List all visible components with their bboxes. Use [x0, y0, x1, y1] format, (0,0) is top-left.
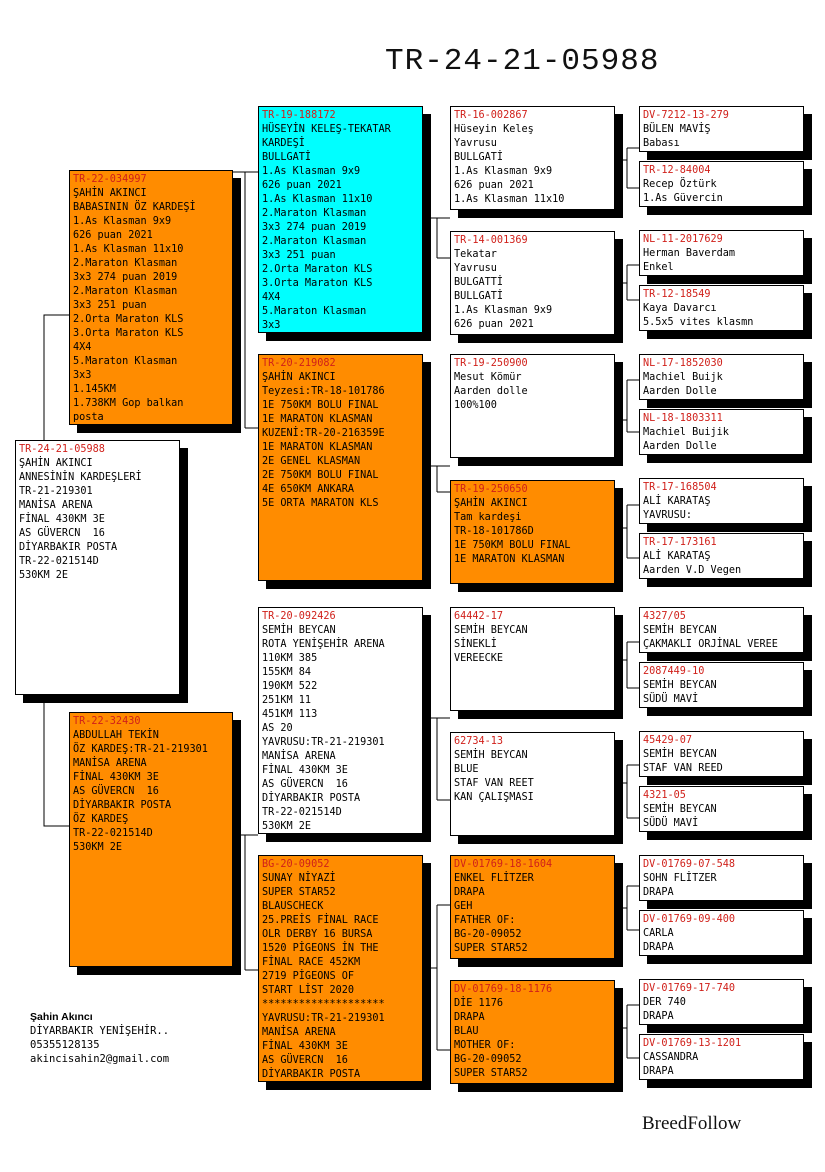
card-line: 100%100: [454, 400, 497, 411]
pedigree-card-dam-sire[interactable]: [258, 607, 423, 834]
card-line: 626 puan 2021: [454, 319, 534, 330]
card-line: BLAU: [454, 1026, 479, 1037]
ring-id: TR-12-84004: [643, 165, 711, 176]
card-line: Aarden V.D Vegen: [643, 565, 742, 576]
ring-id: BG-20-09052: [262, 859, 330, 870]
card-line: SUPER STAR52: [454, 1068, 528, 1079]
card-line: ÇAKMAKLI ORJİNAL VEREE: [643, 639, 778, 650]
card-line: 3x3 274 puan 2019: [262, 222, 367, 233]
card-line: MANİSA ARENA: [73, 758, 147, 769]
pedigree-card-sire-sire[interactable]: [258, 106, 423, 333]
card-line: SÜDÜ MAVİ: [643, 818, 699, 829]
pedigree-card-main[interactable]: [15, 440, 180, 695]
pedigree-title: TR-24-21-05988: [385, 44, 660, 79]
pedigree-card-gen5-7[interactable]: [639, 478, 804, 524]
card-line: BLAUSCHECK: [262, 901, 324, 912]
card-line: Machiel Buijk: [643, 372, 723, 383]
card-line: SOHN FLİTZER: [643, 873, 717, 884]
card-line: ÖZ KARDEŞ: [73, 814, 129, 825]
card-line: 4X4: [73, 342, 92, 353]
card-line: BÜLEN MAVİŞ: [643, 124, 711, 135]
ring-id: DV-01769-18-1176: [454, 984, 553, 995]
card-line: SUPER STAR52: [454, 943, 528, 954]
pedigree-card-gen5-9[interactable]: [639, 607, 804, 653]
card-line: DRAPA: [643, 1066, 674, 1077]
card-line: ŞAHİN AKINCI: [262, 372, 336, 383]
card-line: 1.As Klasman 9x9: [454, 166, 553, 177]
brand-logo-text: BreedFollow: [642, 1113, 742, 1134]
card-line: 2.Maraton Klasman: [262, 236, 367, 247]
card-line: DİE 1176: [454, 998, 504, 1009]
card-line: 25.PREİS FİNAL RACE: [262, 915, 379, 926]
card-line: SİNEKLİ: [454, 639, 497, 650]
pedigree-card-gen5-10[interactable]: [639, 662, 804, 708]
card-line: 1.145KM: [73, 384, 116, 395]
card-line: SEMİH BEYCAN: [454, 750, 528, 761]
ring-id: 64442-17: [454, 611, 504, 622]
pedigree-card-gen5-14[interactable]: [639, 910, 804, 956]
card-line: SEMİH BEYCAN: [262, 625, 336, 636]
ring-id: TR-20-092426: [262, 611, 336, 622]
card-line: FİNAL 430KM 3E: [262, 1041, 348, 1052]
card-line: 3x3 251 puan: [262, 250, 336, 261]
card-line: 2E GENEL KLASMAN: [262, 456, 361, 467]
card-line: Tekatar: [454, 249, 497, 260]
ring-id: DV-01769-07-548: [643, 859, 736, 870]
pedigree-card-gen5-16[interactable]: [639, 1034, 804, 1080]
card-line: YAVRUSU:: [643, 510, 693, 521]
ring-id: TR-14-001369: [454, 235, 528, 246]
pedigree-card-gen4-5[interactable]: [450, 607, 615, 711]
card-line: ********************: [262, 999, 385, 1010]
card-line: FATHER OF:: [454, 915, 516, 926]
card-line: CASSANDRA: [643, 1052, 699, 1063]
owner-phone: 05355128135: [30, 1039, 100, 1051]
card-line: 190KM 522: [262, 681, 318, 692]
pedigree-card-gen5-6[interactable]: [639, 409, 804, 455]
card-line: SEMİH BEYCAN: [454, 625, 528, 636]
card-line: BG-20-09052: [454, 929, 522, 940]
card-line: 4E 650KM ANKARA: [262, 484, 355, 495]
pedigree-card-gen5-3[interactable]: [639, 230, 804, 276]
card-line: ROTA YENİŞEHİR ARENA: [262, 639, 385, 650]
card-line: 251KM 11: [262, 695, 312, 706]
card-line: 2.Orta Maraton KLS: [73, 314, 184, 325]
card-line: 5E ORTA MARATON KLS: [262, 498, 379, 509]
card-line: 1.As Klasman 9x9: [454, 305, 553, 316]
pedigree-card-gen5-2[interactable]: [639, 161, 804, 207]
card-line: FİNAL RACE 452KM: [262, 957, 361, 968]
card-line: 1.As Klasman 11x10: [262, 194, 373, 205]
card-line: Yavrusu: [454, 138, 497, 149]
card-line: ALİ KARATAŞ: [643, 551, 711, 562]
pedigree-card-gen5-4[interactable]: [639, 285, 804, 331]
card-line: BULLGATİ: [262, 152, 312, 163]
pedigree-card-gen5-5[interactable]: [639, 354, 804, 400]
card-line: MOTHER OF:: [454, 1040, 516, 1051]
card-line: Herman Baverdam: [643, 248, 736, 259]
card-line: TR-22-021514D: [73, 828, 153, 839]
ring-id: NL-18-1803311: [643, 413, 723, 424]
card-line: START LİST 2020: [262, 985, 355, 996]
pedigree-card-dam-dam[interactable]: [258, 855, 423, 1082]
card-line: YAVRUSU:TR-21-219301: [262, 1013, 385, 1024]
ring-id: 45429-07: [643, 735, 693, 746]
card-line: Aarden Dolle: [643, 441, 717, 452]
pedigree-card-gen5-15[interactable]: [639, 979, 804, 1025]
card-line: 1.As Klasman 9x9: [73, 216, 172, 227]
card-line: TR-22-021514D: [19, 556, 99, 567]
card-line: DİYARBAKIR POSTA: [73, 800, 172, 811]
card-line: ŞAHİN AKINCI: [454, 498, 528, 509]
card-line: 1E MARATON KLASMAN: [262, 414, 373, 425]
card-line: 1.As Klasman 11x10: [454, 194, 565, 205]
card-line: 3x3 251 puan: [73, 300, 147, 311]
card-line: Babası: [643, 138, 680, 149]
card-line: Mesut Kömür: [454, 372, 522, 383]
card-line: MANİSA ARENA: [262, 1027, 336, 1038]
card-line: 626 puan 2021: [454, 180, 534, 191]
card-line: ALİ KARATAŞ: [643, 496, 711, 507]
card-line: 2.Orta Maraton KLS: [262, 264, 373, 275]
card-line: 4X4: [262, 292, 281, 303]
card-line: 5.Maraton Klasman: [262, 306, 367, 317]
ring-id: NL-17-1852030: [643, 358, 723, 369]
card-line: BULGATTİ: [454, 277, 504, 288]
card-line: 451KM 113: [262, 709, 318, 720]
pedigree-card-gen4-4[interactable]: [450, 480, 615, 584]
ring-id: TR-17-168504: [643, 482, 717, 493]
ring-id: TR-19-250900: [454, 358, 528, 369]
card-line: 3.Orta Maraton KLS: [73, 328, 184, 339]
card-line: AS GÜVERCN 16: [262, 779, 348, 790]
card-line: TR-22-021514D: [262, 807, 342, 818]
card-line: Aarden dolle: [454, 386, 528, 397]
card-line: 1.As Güvercin: [643, 193, 723, 204]
pedigree-card-gen5-1[interactable]: [639, 106, 804, 152]
owner-contact-block: [30, 1010, 169, 1066]
pedigree-card-sire-dam[interactable]: [258, 354, 423, 581]
ring-id: DV-7212-13-279: [643, 110, 729, 121]
card-line: KUZENİ:TR-20-216359E: [262, 428, 385, 439]
card-line: SÜDÜ MAVİ: [643, 694, 699, 705]
pedigree-card-gen5-11[interactable]: [639, 731, 804, 777]
card-line: 2.Maraton Klasman: [262, 208, 367, 219]
ring-id: TR-19-250650: [454, 484, 528, 495]
card-line: ÖZ KARDEŞ:TR-21-219301: [73, 744, 208, 755]
ring-id: DV-01769-17-740: [643, 983, 736, 994]
card-line: 5.5x5 vites klasmn: [643, 317, 754, 328]
card-line: AS GÜVERCN 16: [262, 1055, 348, 1066]
card-line: 1E MARATON KLASMAN: [454, 554, 565, 565]
owner-name: Şahin Akıncı: [30, 1011, 93, 1023]
pedigree-card-gen5-8[interactable]: [639, 533, 804, 579]
card-line: 3x3: [73, 370, 92, 381]
card-line: Yavrusu: [454, 263, 497, 274]
pedigree-card-gen5-12[interactable]: [639, 786, 804, 832]
card-line: 530KM 2E: [19, 570, 69, 581]
card-line: STAF VAN REED: [643, 763, 723, 774]
card-line: ENKEL FLİTZER: [454, 873, 534, 884]
card-line: DRAPA: [643, 942, 674, 953]
card-line: 1E 750KM BOLU FINAL: [454, 540, 571, 551]
card-line: posta: [73, 412, 104, 423]
owner-email[interactable]: akincisahin2@gmail.com: [30, 1053, 170, 1065]
card-line: BLUE: [454, 764, 479, 775]
pedigree-card-gen5-13[interactable]: [639, 855, 804, 901]
ring-id: TR-12-18549: [643, 289, 711, 300]
card-line: Recep Öztürk: [643, 179, 717, 190]
card-line: ABDULLAH TEKİN: [73, 730, 159, 741]
card-line: 626 puan 2021: [262, 180, 342, 191]
card-line: Hüseyin Keleş: [454, 124, 534, 135]
ring-id: NL-11-2017629: [643, 234, 723, 245]
card-line: ŞAHİN AKINCI: [19, 458, 93, 469]
card-line: 1E 750KM BOLU FINAL: [262, 400, 379, 411]
card-line: 2.Maraton Klasman: [73, 286, 178, 297]
card-line: TR-21-219301: [19, 486, 93, 497]
card-line: Kaya Davarcı: [643, 303, 717, 314]
card-line: ŞAHİN AKINCI: [73, 188, 147, 199]
owner-location: DİYARBAKIR YENİŞEHİR..: [30, 1025, 170, 1037]
ring-id: TR-22-32430: [73, 716, 141, 727]
card-line: BG-20-09052: [454, 1054, 522, 1065]
card-line: 2.Maraton Klasman: [73, 258, 178, 269]
card-line: BABASININ ÖZ KARDEŞİ: [73, 202, 196, 213]
ring-id: 4327/05: [643, 611, 686, 622]
card-line: Enkel: [643, 262, 674, 273]
card-line: SUNAY NİYAZİ: [262, 873, 336, 884]
card-line: VEREECKE: [454, 653, 504, 664]
card-line: SEMİH BEYCAN: [643, 749, 717, 760]
card-line: CARLA: [643, 928, 674, 939]
card-line: Tam kardeşi: [454, 512, 522, 523]
ring-id: TR-20-219082: [262, 358, 336, 369]
ring-id: TR-16-002867: [454, 110, 528, 121]
card-line: STAF VAN REET: [454, 778, 534, 789]
card-line: 3.Orta Maraton KLS: [262, 278, 373, 289]
card-line: HÜSEYİN KELEŞ-TEKATAR: [262, 124, 391, 135]
card-line: TR-18-101786D: [454, 526, 534, 537]
card-line: 1520 PİGEONS İN THE: [262, 943, 379, 954]
card-line: ANNESİNİN KARDEŞLERİ: [19, 472, 142, 483]
pedigree-card-gen4-7[interactable]: [450, 855, 615, 959]
card-line: MANİSA ARENA: [262, 751, 336, 762]
card-line: 110KM 385: [262, 653, 318, 664]
card-line: DRAPA: [454, 1012, 485, 1023]
card-line: 3x3: [262, 320, 281, 331]
card-line: SEMİH BEYCAN: [643, 625, 717, 636]
card-line: Teyzesi:TR-18-101786: [262, 386, 385, 397]
card-line: OLR DERBY 16 BURSA: [262, 929, 373, 940]
card-line: KAN ÇALIŞMASI: [454, 792, 534, 803]
pedigree-card-gen4-1[interactable]: [450, 106, 615, 210]
card-line: AS 20: [262, 723, 293, 734]
pedigree-card-sire[interactable]: [69, 170, 233, 425]
card-line: 1.738KM Gop balkan: [73, 398, 184, 409]
card-line: YAVRUSU:TR-21-219301: [262, 737, 385, 748]
ring-id: TR-19-188172: [262, 110, 336, 121]
ring-id: 2087449-10: [643, 666, 705, 677]
card-line: DİYARBAKIR POSTA: [262, 1069, 361, 1080]
card-line: 1E MARATON KLASMAN: [262, 442, 373, 453]
card-line: SEMİH BEYCAN: [643, 680, 717, 691]
card-line: FİNAL 430KM 3E: [262, 765, 348, 776]
card-line: BULLGATİ: [454, 291, 504, 302]
ring-id: DV-01769-13-1201: [643, 1038, 742, 1049]
card-line: Aarden Dolle: [643, 386, 717, 397]
pedigree-card-gen4-2[interactable]: [450, 231, 615, 335]
pedigree-card-dam[interactable]: [69, 712, 233, 967]
card-line: 530KM 2E: [73, 842, 123, 853]
card-line: MANİSA ARENA: [19, 500, 93, 511]
card-line: 5.Maraton Klasman: [73, 356, 178, 367]
ring-id: TR-22-034997: [73, 174, 147, 185]
card-line: 530KM 2E: [262, 821, 312, 832]
card-line: BULLGATİ: [454, 152, 504, 163]
card-line: KARDEŞİ: [262, 138, 305, 149]
card-line: 3x3 274 puan 2019: [73, 272, 178, 283]
card-line: DRAPA: [643, 1011, 674, 1022]
card-line: DRAPA: [454, 887, 485, 898]
card-line: 1.As Klasman 9x9: [262, 166, 361, 177]
card-line: 155KM 84: [262, 667, 312, 678]
card-line: GEH: [454, 901, 473, 912]
pedigree-card-gen4-8[interactable]: [450, 980, 615, 1084]
card-line: DİYARBAKIR POSTA: [19, 542, 118, 553]
card-line: DRAPA: [643, 887, 674, 898]
ring-id: TR-17-173161: [643, 537, 717, 548]
card-line: 2719 PİGEONS OF: [262, 971, 355, 982]
ring-id: TR-24-21-05988: [19, 444, 105, 455]
card-line: Machiel Buijik: [643, 427, 729, 438]
card-line: DİYARBAKIR POSTA: [262, 793, 361, 804]
card-line: 1.As Klasman 11x10: [73, 244, 184, 255]
ring-id: 62734-13: [454, 736, 504, 747]
ring-id: 4321-05: [643, 790, 686, 801]
ring-id: DV-01769-09-400: [643, 914, 736, 925]
ring-id: DV-01769-18-1604: [454, 859, 553, 870]
pedigree-card-gen4-3[interactable]: [450, 354, 615, 458]
card-line: SEMİH BEYCAN: [643, 804, 717, 815]
card-line: DER 740: [643, 997, 686, 1008]
card-line: FİNAL 430KM 3E: [19, 514, 105, 525]
card-line: FİNAL 430KM 3E: [73, 772, 159, 783]
card-line: 626 puan 2021: [73, 230, 153, 241]
pedigree-card-gen4-6[interactable]: [450, 732, 615, 836]
card-line: AS GÜVERCN 16: [19, 528, 105, 539]
card-line: SUPER STAR52: [262, 887, 336, 898]
card-line: AS GÜVERCN 16: [73, 786, 159, 797]
card-line: 2E 750KM BOLU FINAL: [262, 470, 379, 481]
